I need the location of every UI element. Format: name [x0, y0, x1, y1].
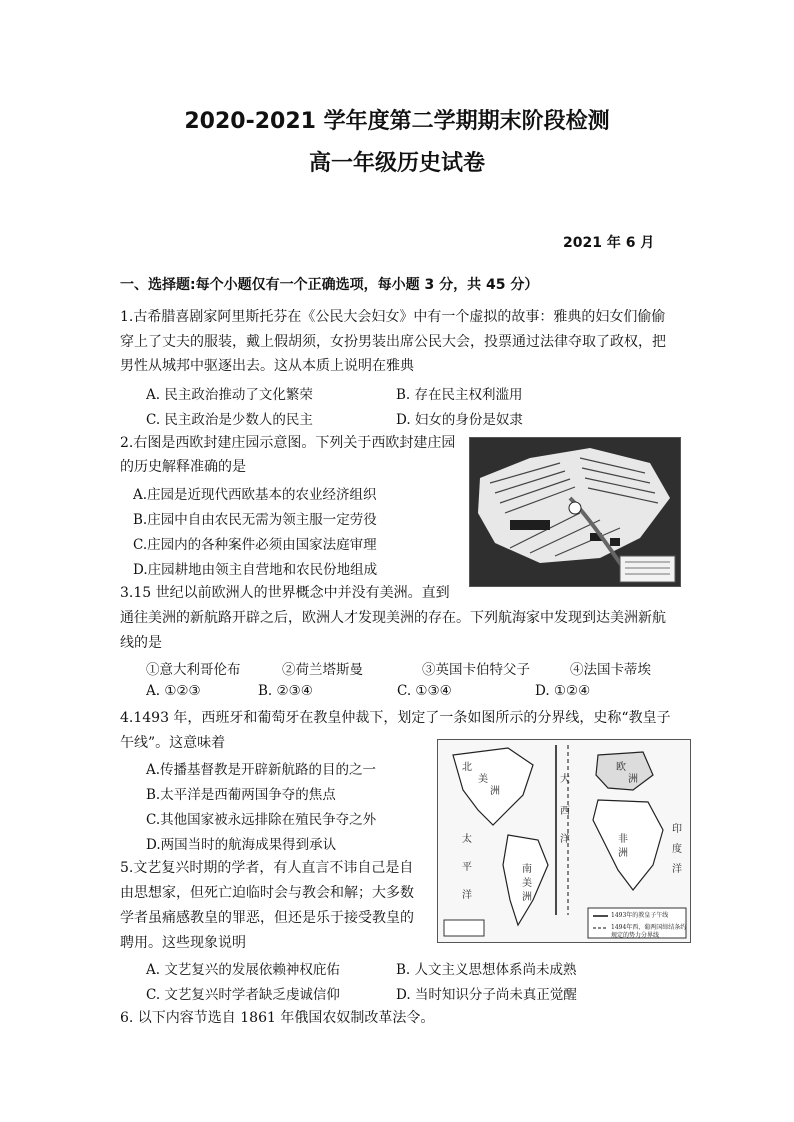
q5-option-a: A. 文艺复兴的发展依赖神权庇佑	[146, 962, 340, 978]
map-legend-3: 规定的势力分界线	[611, 932, 660, 939]
q3-option-a: A. ①②③	[146, 683, 201, 699]
q3-item-3: ③英国卡伯特父子	[422, 662, 530, 678]
q1-line-1: 1.古希腊喜剧家阿里斯托芬在《公民大会妇女》中有一个虚拟的故事：雅典的妇女们偷偷	[120, 309, 666, 325]
q4-line-1: 4.1493 年，西班牙和葡萄牙在教皇仲裁下，划定了一条如图所示的分界线，史称“教皇子	[120, 710, 671, 726]
q5-option-b: B. 人文主义思想体系尚未成熟	[396, 962, 577, 978]
q2-option-c: C.庄园内的各种案件必须由国家法庭审理	[133, 537, 377, 553]
map-label-indian-2: 度	[672, 844, 682, 855]
q3-option-b: B. ②③④	[258, 683, 313, 699]
q5-option-c: C. 文艺复兴时学者缺乏虔诚信仰	[146, 987, 340, 1003]
map-label-europe-1: 欧	[616, 762, 626, 773]
map-label-south-1: 南	[522, 864, 532, 875]
q3-option-d: D. ①②④	[535, 683, 591, 699]
map-legend-1: 1493年的教皇子午线	[611, 912, 669, 919]
q3-item-4: ④法国卡蒂埃	[570, 662, 651, 678]
map-label-atlantic-1: 大	[560, 774, 570, 785]
q3-line-1: 3.15 世纪以前欧洲人的世界概念中并没有美洲。直到	[120, 585, 450, 601]
q5-line-2: 由思想家，但死亡迫临时会与教会和解；大多数	[120, 885, 414, 901]
q3-line-3: 线的是	[120, 635, 162, 651]
q1-option-a: A. 民主政治推动了文化繁荣	[146, 387, 313, 403]
q4-option-d: D.两国当时的航海成果得到承认	[146, 837, 337, 853]
map-label-europe-2: 洲	[628, 774, 638, 785]
q2-line-2: 的历史解释准确的是	[120, 459, 246, 475]
q1-line-2: 穿上了丈夫的服装，戴上假胡须，女扮男装出席公民大会，投票通过法律夺取了政权，把	[120, 334, 666, 350]
map-label-atlantic-3: 洋	[560, 834, 570, 845]
exam-title: 2020-2021 学年度第二学期期末阶段检测	[184, 109, 610, 134]
map-label-africa-2: 洲	[618, 848, 628, 859]
exam-subtitle: 高一年级历史试卷	[308, 151, 485, 176]
section-heading: 一、选择题:每个小题仅有一个正确选项，每小题 3 分，共 45 分）	[120, 277, 539, 293]
map-label-america-1: 美	[478, 774, 488, 785]
q3-item-2: ②荷兰塔斯曼	[282, 662, 363, 678]
map-label-continent-1: 洲	[490, 786, 500, 797]
map-label-south-2: 美	[522, 878, 532, 889]
exam-date: 2021 年 6 月	[563, 235, 655, 251]
q2-option-d: D.庄园耕地由领主自营地和农民份地组成	[133, 562, 378, 578]
manor-diagram-figure	[469, 437, 681, 587]
map-label-pacific-1: 太	[462, 834, 472, 845]
map-legend-2: 1494年西、葡两国缔结条约	[611, 924, 687, 931]
q4-line-2: 午线”。这意味着	[120, 735, 226, 751]
q1-option-c: C. 民主政治是少数人的民主	[146, 412, 313, 428]
map-label-atlantic-2: 西	[560, 806, 570, 817]
q3-option-c: C. ①③④	[397, 683, 452, 699]
q2-option-b: B.庄园中自由农民无需为领主服一定劳役	[133, 512, 377, 528]
map-label-south-3: 洲	[522, 892, 532, 903]
q5-option-d: D. 当时知识分子尚未真正觉醒	[396, 987, 577, 1003]
map-label-pacific-2: 平	[462, 862, 472, 873]
q1-option-d: D. 妇女的身份是奴隶	[396, 412, 523, 428]
map-label-north: 北	[462, 762, 472, 773]
q5-line-4: 聘用。这些现象说明	[120, 935, 246, 951]
q5-line-1: 5.文艺复兴时期的学者，有人直言不讳自己是自	[120, 860, 414, 876]
q2-option-a: A.庄园是近现代西欧基本的农业经济组织	[133, 487, 377, 503]
map-label-indian-3: 洋	[672, 864, 682, 875]
q3-item-1: ①意大利哥伦布	[146, 662, 241, 678]
map-label-pacific-3: 洋	[462, 890, 472, 901]
q3-line-2: 通往美洲的新航路开辟之后，欧洲人才发现美洲的存在。下列航海家中发现到达美洲新航	[120, 610, 666, 626]
q4-option-a: A.传播基督教是开辟新航路的目的之一	[146, 762, 377, 778]
q1-line-3: 男性从城邦中驱逐出去。这从本质上说明在雅典	[120, 358, 414, 374]
papal-line-map-figure	[437, 739, 691, 943]
q4-option-c: C.其他国家被永远排除在殖民争夺之外	[146, 812, 377, 828]
q1-option-b: B. 存在民主权利滥用	[396, 387, 523, 403]
q4-option-b: B.太平洋是西葡两国争夺的焦点	[146, 787, 336, 803]
map-label-africa-1: 非	[618, 834, 628, 845]
q5-line-3: 学者虽痛感教皇的罪恶，但还是乐于接受教皇的	[120, 910, 414, 926]
manor-diagram	[470, 438, 680, 586]
q2-line-1: 2.右图是西欧封建庄园示意图。下列关于西欧封建庄园	[120, 435, 456, 451]
map-label-indian-1: 印	[672, 824, 682, 835]
q6-line-1: 6. 以下内容节选自 1861 年俄国农奴制改革法令。	[120, 1010, 435, 1026]
